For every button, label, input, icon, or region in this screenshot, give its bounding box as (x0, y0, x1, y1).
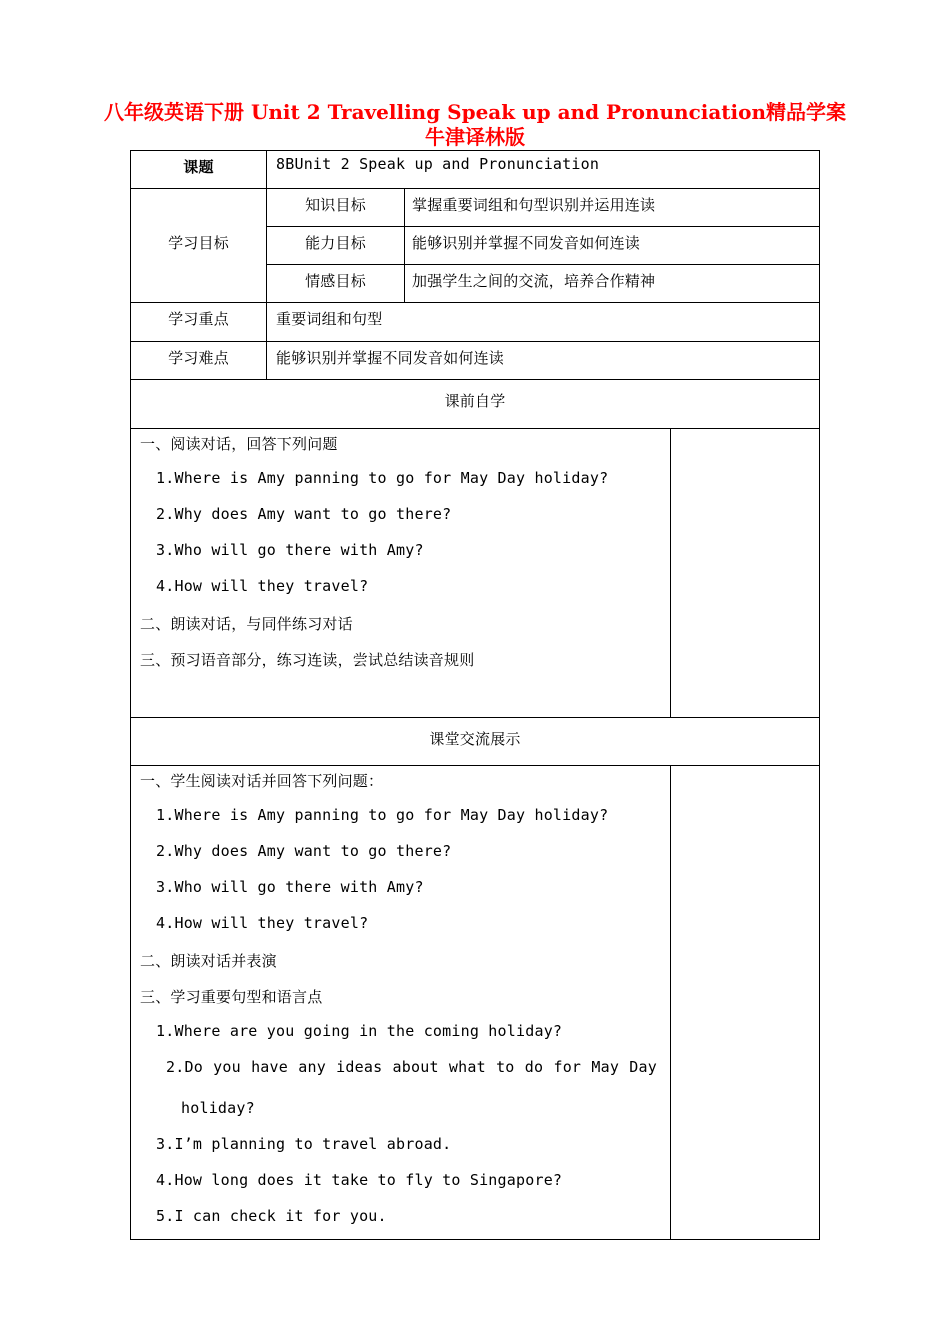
objective-knowledge-label: 知识目标 (305, 196, 366, 214)
objective-emotion-value: 加强学生之间的交流，培养合作精神 (412, 272, 656, 290)
key-points-label: 学习重点 (168, 310, 229, 328)
document-title-line1: 八年级英语下册 Unit 2 Travelling Speak up and Pronunciation精品学案 (103, 100, 847, 124)
inclass-line: 4.How long does it take to fly to Singapore? (156, 1171, 563, 1189)
inclass-line: 5.I can check it for you. (156, 1207, 387, 1225)
key-points-value: 重要词组和句型 (276, 310, 383, 328)
inclass-header: 课堂交流展示 (429, 730, 521, 748)
preclass-line: 一、阅读对话，回答下列问题 (140, 435, 338, 453)
inclass-line: 3.Who will go there with Amy? (156, 878, 424, 896)
inclass-line: 1.Where are you going in the coming holiday? (156, 1022, 563, 1040)
inclass-line: 3.I’m planning to travel abroad. (156, 1135, 452, 1153)
objectives-label: 学习目标 (168, 234, 229, 252)
preclass-line: 1.Where is Amy panning to go for May Day holiday? (156, 469, 609, 487)
difficulties-value: 能够识别并掌握不同发音如何连读 (276, 349, 505, 367)
objective-emotion-label: 情感目标 (305, 272, 366, 290)
difficulties-label: 学习难点 (168, 349, 229, 367)
preclass-header: 课前自学 (444, 392, 506, 410)
preclass-line: 4.How will they travel? (156, 577, 369, 595)
topic-value: 8BUnit 2 Speak up and Pronunciation (276, 155, 600, 173)
objective-ability-label: 能力目标 (305, 234, 366, 252)
inclass-line: 2.Why does Amy want to go there? (156, 842, 452, 860)
objective-knowledge-value: 掌握重要词组和句型识别并运用连读 (412, 196, 656, 214)
inclass-line: 2.Do you have any ideas about what to do for May Day (166, 1058, 657, 1076)
inclass-line: 二、朗读对话并表演 (140, 952, 277, 970)
preclass-line: 2.Why does Amy want to go there? (156, 505, 452, 523)
preclass-line: 二、朗读对话，与同伴练习对话 (140, 615, 353, 633)
preclass-line: 3.Who will go there with Amy? (156, 541, 424, 559)
objective-ability-value: 能够识别并掌握不同发音如何连读 (412, 234, 641, 252)
inclass-line: 三、学习重要句型和语言点 (140, 988, 323, 1006)
inclass-line: 1.Where is Amy panning to go for May Day holiday? (156, 806, 609, 824)
inclass-line: 一、学生阅读对话并回答下列问题： (140, 772, 384, 790)
topic-label: 课题 (183, 158, 214, 176)
inclass-line: holiday? (181, 1099, 255, 1117)
inclass-line: 4.How will they travel? (156, 914, 369, 932)
document-title-line2: 牛津译林版 (425, 125, 525, 149)
preclass-line: 三、预习语音部分，练习连读，尝试总结读音规则 (140, 651, 475, 669)
